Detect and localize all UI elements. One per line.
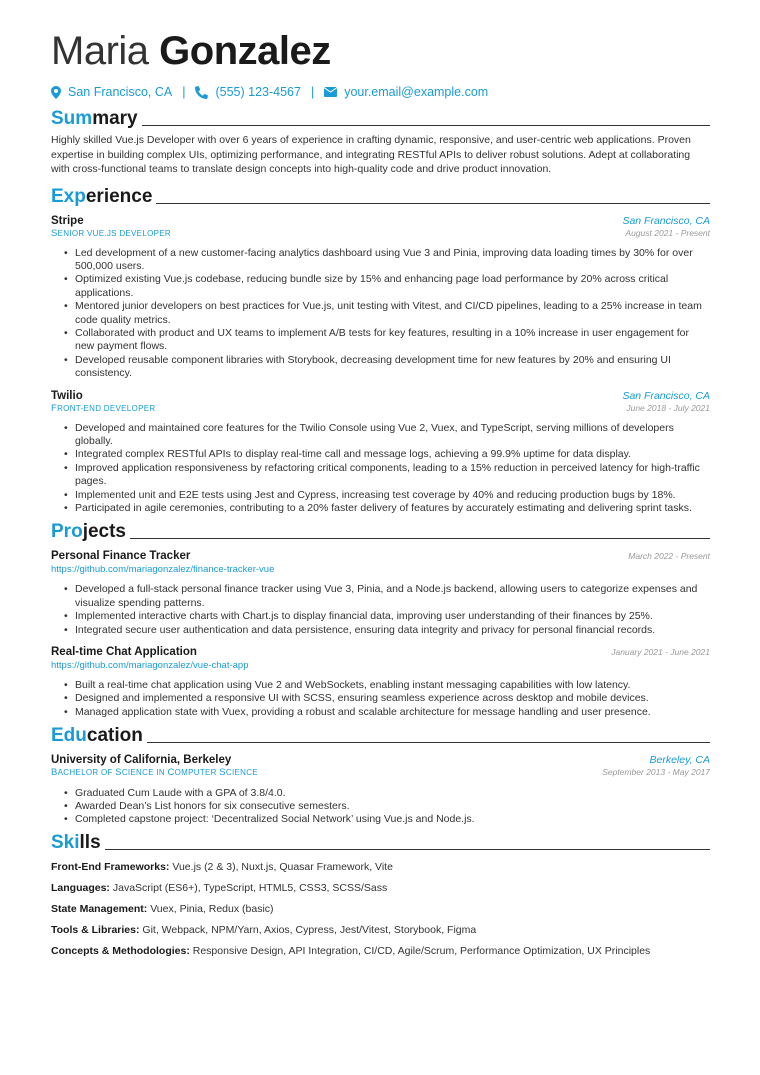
skill-label: Tools & Libraries: [51, 923, 140, 936]
contact-location [51, 85, 172, 99]
section-title-accent: Sum [51, 108, 93, 129]
skill-value: Vuex, Pinia, Redux (basic) [147, 902, 274, 915]
contact-phone[interactable] [195, 85, 300, 99]
education-entry [51, 754, 710, 825]
skill-value: Responsive Design, API Integration, CI/CD, Agile/Scrum, Performance Optimization, UX Principles [189, 944, 651, 957]
skill-value: Vue.js (2 & 3), Nuxt.js, Quasar Framework, Vite [169, 860, 393, 873]
section-divider [147, 742, 710, 743]
degree: BACHELOR OF SCIENCE IN COMPUTER SCIENCE [51, 767, 258, 779]
list-item: • Built a real-time chat application using Vue 2 and WebSockets, enabling instant messaging capabilities with low latency. [64, 679, 710, 692]
skill-value: Git, Webpack, NPM/Yarn, Axios, Cypress, Jest/Vitest, Storybook, Figma [139, 923, 477, 936]
project-link[interactable]: https://github.com/mariagonzalez/finance-tracker-vue [51, 564, 275, 576]
skill-row [51, 944, 710, 958]
project-title: Real-time Chat Application [51, 646, 197, 659]
envelope-icon [324, 87, 337, 97]
list-item: • Implemented interactive charts with Chart.js to display financial data, improving user understanding of their finances by 25%. [64, 610, 710, 623]
section-divider [156, 203, 710, 204]
skill-row [51, 881, 710, 895]
section-title-rest: cation [86, 725, 143, 747]
location-text: San Francisco, CA [68, 85, 173, 99]
job-bullets [64, 422, 710, 516]
contact-email[interactable] [324, 85, 488, 99]
company-name: Stripe [51, 214, 84, 227]
project-entry-chat-app [51, 646, 710, 719]
project-dates: March 2022 - Present [628, 551, 710, 562]
list-item: • Managed application state with Vuex, providing a robust and scalable architecture for message handling and user presence. [64, 706, 710, 719]
job-bullets [64, 247, 710, 381]
section-title-projects [51, 521, 710, 543]
list-item: • Developed a full-stack personal finance tracker using Vue 3, Pinia, and a Node.js backend, allowing users to categorize expenses and visualize spending patterns. [64, 583, 710, 610]
list-item: • Implemented unit and E2E tests using Jest and Cypress, increasing test coverage by 40% and reducing production bugs by 18%. [64, 489, 710, 502]
list-item: • Optimized existing Vue.js codebase, reducing bundle size by 15% and enhancing page load performance by 20% across critical applications. [64, 273, 710, 300]
section-title-rest: erience [85, 185, 153, 207]
project-link[interactable]: https://github.com/mariagonzalez/vue-chat-app [51, 660, 249, 672]
job-location: San Francisco, CA [622, 214, 710, 227]
last-name: Gonzalez [159, 29, 331, 73]
project-bullets [64, 583, 710, 637]
job-dates: June 2018 - July 2021 [626, 402, 710, 413]
job-title: FRONT-END DEVELOPER [51, 402, 156, 414]
list-item: • Developed and maintained core features for the Twilio Console using Vue 2, Vuex, and TypeScript, serving millions of developers globally. [64, 422, 710, 449]
project-title: Personal Finance Tracker [51, 550, 191, 563]
section-divider [142, 125, 710, 126]
job-title: SENIOR VUE.JS DEVELOPER [51, 227, 171, 239]
phone-icon [195, 86, 208, 99]
list-item: • Completed capstone project: ‘Decentralized Social Network’ using Vue.js and Node.js. [64, 813, 710, 826]
skill-row [51, 923, 710, 937]
section-title-rest: jects [82, 521, 126, 543]
school-location: Berkeley, CA [649, 754, 710, 767]
section-divider [105, 849, 710, 850]
first-name: Maria [51, 29, 149, 73]
experience-entry-stripe [51, 215, 710, 381]
phone-text: (555) 123-4567 [215, 85, 301, 99]
section-title-rest: mary [92, 108, 138, 129]
skill-row [51, 902, 710, 916]
education-dates: September 2013 - May 2017 [602, 767, 710, 778]
list-item: • Integrated complex RESTful APIs to display real-time call and message logs, achieving a 99.9% uptime for data display. [64, 448, 710, 461]
list-item: • Awarded Dean’s List honors for six consecutive semesters. [64, 800, 710, 813]
skill-label: State Management: [51, 902, 148, 915]
list-item: • Integrated secure user authentication and data persistence, ensuring data integrity and privacy for personal financial records. [64, 624, 710, 637]
section-title-accent: Pro [51, 521, 83, 543]
contact-line [51, 83, 710, 101]
skill-row [51, 860, 710, 874]
section-title-experience [51, 186, 710, 208]
section-title-accent: Edu [51, 725, 87, 747]
job-dates: August 2021 - Present [625, 227, 710, 238]
summary-text: Highly skilled Vue.js Developer with over 6 years of experience in crafting dynamic, responsive, and user-centric web applications. Proven expertise in building complex UIs, optimizing performance, and integrating RESTful APIs to deliver robust solutions. Adept at collaborating with cross-functional teams to translate design concepts into high-quality code and drive product innovation. [51, 134, 691, 175]
skill-label: Concepts & Methodologies: [51, 944, 190, 957]
map-pin-icon [51, 86, 61, 99]
skill-value: JavaScript (ES6+), TypeScript, HTML5, CSS3, SCSS/Sass [109, 881, 388, 894]
list-item: • Mentored junior developers on best practices for Vue.js, unit testing with Vitest, and CI/CD pipelines, leading to a 25% increase in team code quality metrics. [64, 300, 710, 327]
project-dates: January 2021 - June 2021 [611, 647, 710, 658]
section-title-rest: lls [79, 831, 101, 853]
section-title-accent: Exp [51, 185, 86, 207]
education-bullets [64, 787, 710, 825]
skill-label: Languages: [51, 881, 110, 894]
project-entry-finance-tracker [51, 550, 710, 637]
contact-separator: | [182, 85, 186, 99]
section-title-summary [51, 108, 710, 130]
job-location: San Francisco, CA [622, 389, 710, 402]
list-item: • Improved application responsiveness by refactoring critical components, leading to a 15% reduction in perceived latency for high-traffic pages. [64, 462, 710, 489]
section-title-accent: Ski [51, 831, 80, 853]
resume-page [51, 28, 710, 958]
section-divider [130, 538, 710, 539]
section-title-skills [51, 832, 710, 854]
list-item: • Graduated Cum Laude with a GPA of 3.8/4.0. [64, 787, 710, 800]
skill-label: Front-End Frameworks: [51, 860, 170, 873]
list-item: • Developed reusable component libraries with Storybook, decreasing development time for new features by 20% and ensuring UI consistency. [64, 354, 710, 381]
list-item: • Participated in agile ceremonies, contributing to a 20% faster delivery of features by accurately estimating and delivering sprint tasks. [64, 502, 710, 515]
section-title-education [51, 725, 710, 747]
project-bullets [64, 679, 710, 719]
list-item: • Designed and implemented a responsive UI with SCSS, ensuring seamless experience across desktop and mobile devices. [64, 692, 710, 705]
skills-list [51, 860, 710, 958]
list-item: • Collaborated with product and UX teams to implement A/B tests for key features, resulting in a 10% increase in user engagement for new payment flows. [64, 327, 710, 354]
resume-name [51, 28, 710, 74]
email-link: your.email@example.com [344, 85, 489, 99]
school-name: University of California, Berkeley [51, 754, 232, 767]
contact-separator: | [310, 85, 315, 99]
list-item: • Led development of a new customer-facing analytics dashboard using Vue 3 and Pinia, improving data loading times by 30% for over 500,000 users. [64, 247, 710, 274]
company-name: Twilio [51, 389, 83, 402]
experience-entry-twilio [51, 390, 710, 516]
